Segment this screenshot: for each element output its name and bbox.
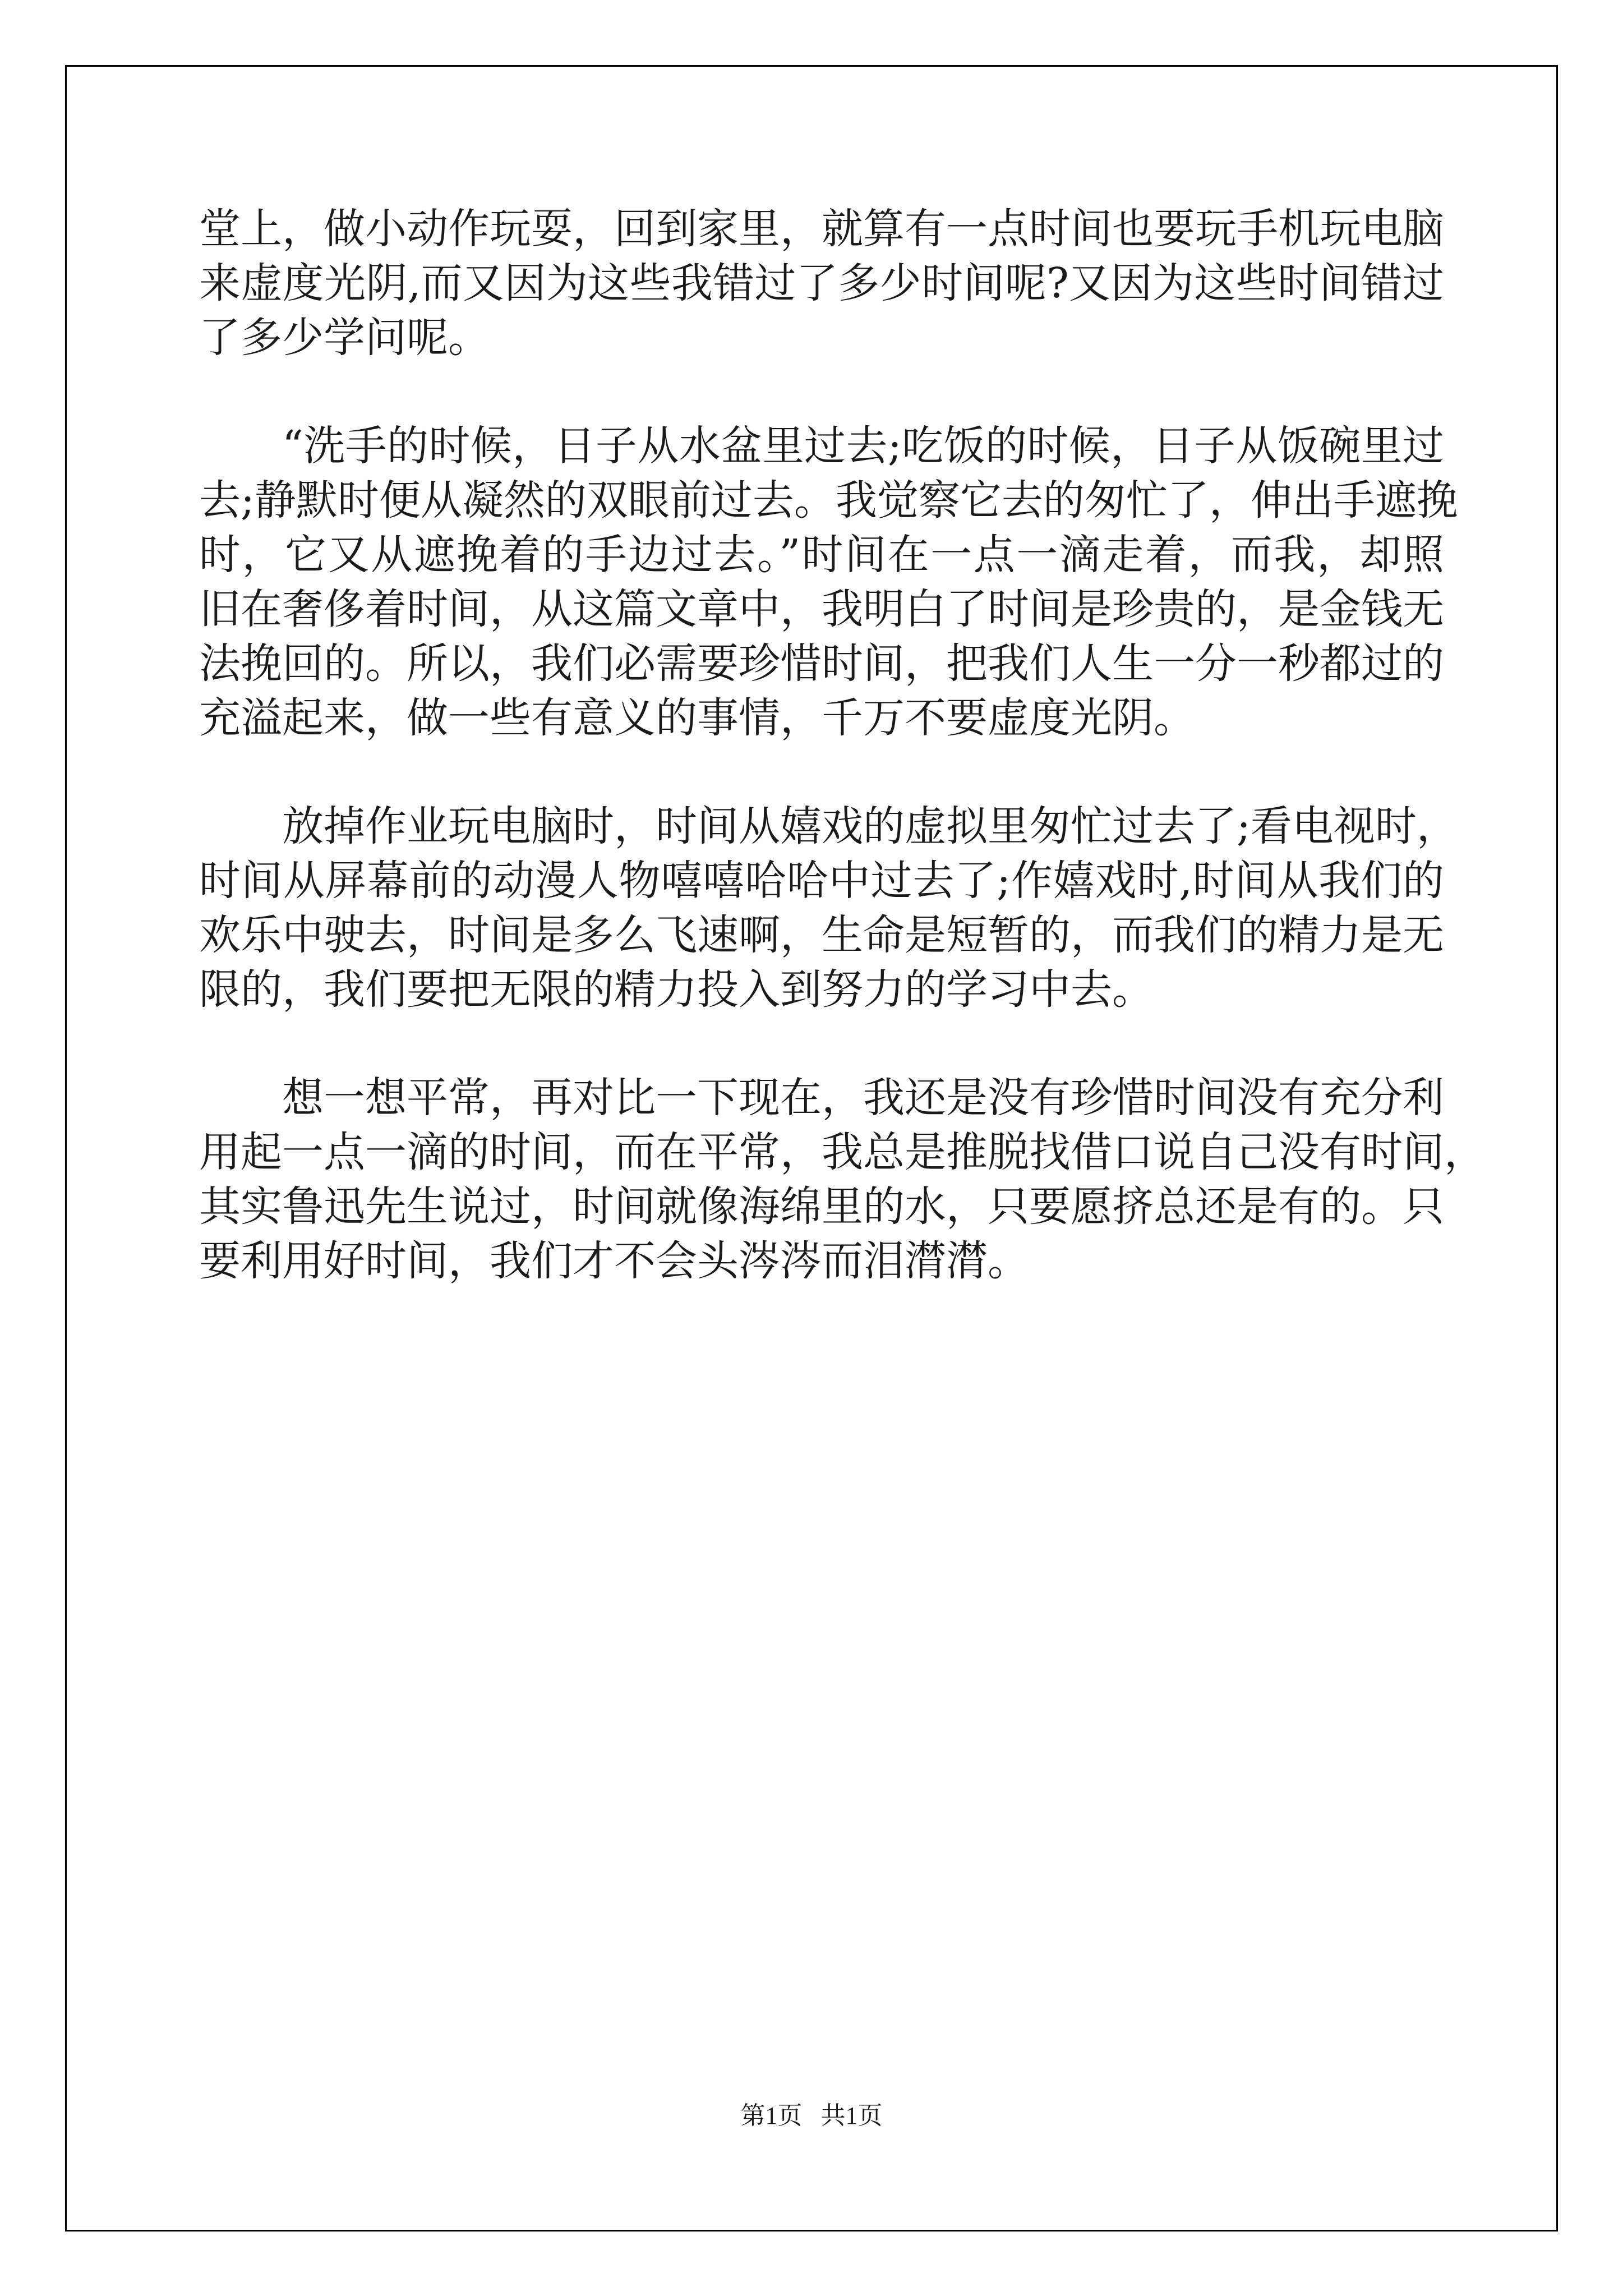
paragraph	[199, 799, 1458, 1017]
text-line: 法挽回的。所以，我们必需要珍惜时间，把我们人生一分一秒都过的	[199, 639, 1444, 688]
paragraph	[199, 419, 1458, 746]
paragraph	[199, 202, 1444, 365]
text-line: 时间从屏幕前的动漫人物嘻嘻哈哈中过去了;作嬉戏时,时间从我们的	[199, 857, 1444, 905]
text-line: 用起一点一滴的时间，而在平常，我总是推脱找借口说自己没有时间，	[199, 1128, 1486, 1176]
text-line: 时，它又从遮挽着的手边过去。”时间在一点一滴走着，而我，却照	[199, 531, 1444, 579]
text-line: 了多少学问呢。	[199, 314, 490, 362]
paragraph	[199, 1071, 1486, 1289]
page-footer: 第1页 共1页	[740, 2102, 883, 2129]
text-line: 来虚度光阴,而又因为这些我错过了多少时间呢?又因为这些时间错过	[199, 259, 1444, 307]
text-line: 堂上，做小动作玩耍，回到家里，就算有一点时间也要玩手机玩电脑	[199, 205, 1444, 253]
text-line: 去;静默时便从凝然的双眼前过去。我觉察它去的匆忙了，伸出手遮挽	[199, 476, 1458, 524]
text-line: 放掉作业玩电脑时，时间从嬉戏的虚拟里匆忙过去了;看电视时，	[282, 802, 1458, 850]
text-line: 旧在奢侈着时间，从这篇文章中，我明白了时间是珍贵的，是金钱无	[199, 585, 1444, 633]
text-line: “洗手的时候，日子从水盆里过去;吃饭的时候，日子从饭碗里过	[282, 422, 1444, 470]
text-line: 充溢起来，做一些有意义的事情，千万不要虚度光阴。	[199, 694, 1195, 742]
text-line: 欢乐中驶去，时间是多么飞速啊，生命是短暂的，而我们的精力是无	[199, 911, 1444, 959]
document-body	[199, 202, 1486, 1342]
text-line: 限的，我们要把无限的精力投入到努力的学习中去。	[199, 965, 1154, 1014]
text-line: 其实鲁迅先生说过，时间就像海绵里的水，只要愿挤总还是有的。只	[199, 1182, 1444, 1231]
text-line: 要利用好时间，我们才不会头涔涔而泪潸潸。	[199, 1237, 1029, 1285]
text-line: 想一想平常，再对比一下现在，我还是没有珍惜时间没有充分利	[282, 1074, 1444, 1122]
